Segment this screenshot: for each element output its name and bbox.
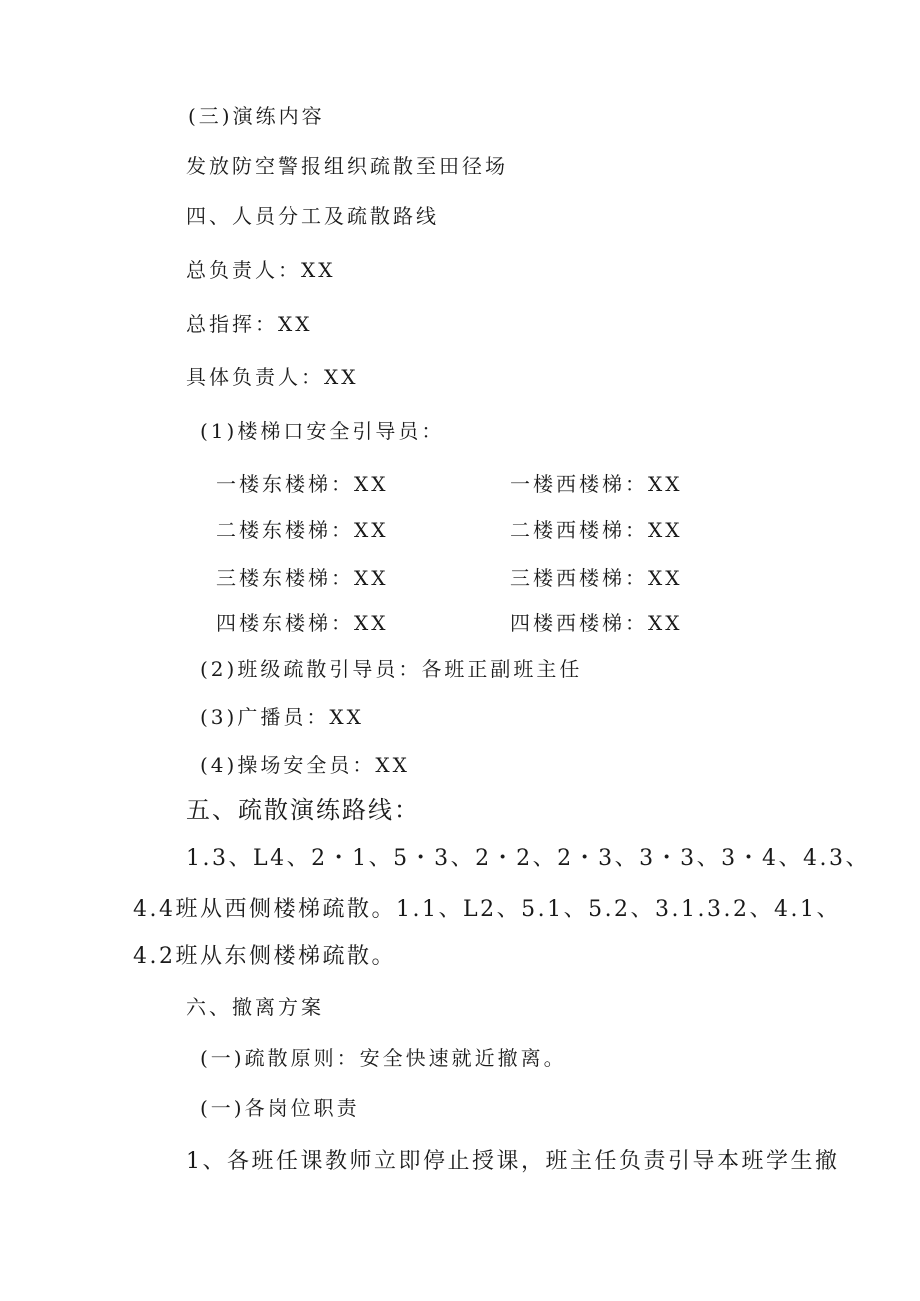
stair-guides-heading: (1)楼梯口安全引导员： — [200, 419, 445, 443]
stair-guide-west: 二楼西楼梯：XX — [510, 518, 683, 542]
drill-content-text: 发放防空警报组织疏散至田径场 — [186, 154, 508, 178]
routes-line-2: 4.4班从西侧楼梯疏散。1.1、L2、5.1、5.2、3.1.3.2、4.1、 — [133, 897, 842, 922]
evacuation-principle: (一)疏散原则：安全快速就近撤离。 — [200, 1046, 567, 1070]
duty-1: 1、各班任课教师立即停止授课，班主任负责引导本班学生撤 — [186, 1149, 840, 1174]
stair-guide-west: 四楼西楼梯：XX — [510, 611, 683, 635]
section-five-heading: 五、疏散演练路线： — [186, 796, 420, 824]
chief-leader: 总负责人：XX — [186, 258, 336, 282]
stair-guide-west: 三楼西楼梯：XX — [510, 566, 683, 590]
section-six-heading: 六、撤离方案 — [186, 995, 324, 1019]
duties-heading: (一)各岗位职责 — [200, 1096, 360, 1120]
stair-guide-west: 一楼西楼梯：XX — [510, 472, 683, 496]
broadcaster: (3)广播员：XX — [200, 705, 364, 729]
drill-content-heading: (三)演练内容 — [188, 104, 325, 128]
routes-line-1: 1.3、L4、2・1、5・3、2・2、2・3、3・3、3・4、4.3、 — [186, 846, 871, 871]
chief-commander: 总指挥：XX — [186, 312, 313, 336]
stair-guide-east: 一楼东楼梯：XX — [216, 472, 389, 496]
playground-safety: (4)操场安全员：XX — [200, 753, 410, 777]
routes-line-3: 4.2班从东侧楼梯疏散。 — [133, 944, 396, 969]
class-guides: (2)班级疏散引导员：各班正副班主任 — [200, 657, 583, 681]
section-four-heading: 四、人员分工及疏散路线 — [186, 204, 439, 228]
stair-guide-east: 二楼东楼梯：XX — [216, 518, 389, 542]
stair-guide-east: 三楼东楼梯：XX — [216, 566, 389, 590]
stair-guide-east: 四楼东楼梯：XX — [216, 611, 389, 635]
specific-leader: 具体负责人：XX — [186, 365, 359, 389]
